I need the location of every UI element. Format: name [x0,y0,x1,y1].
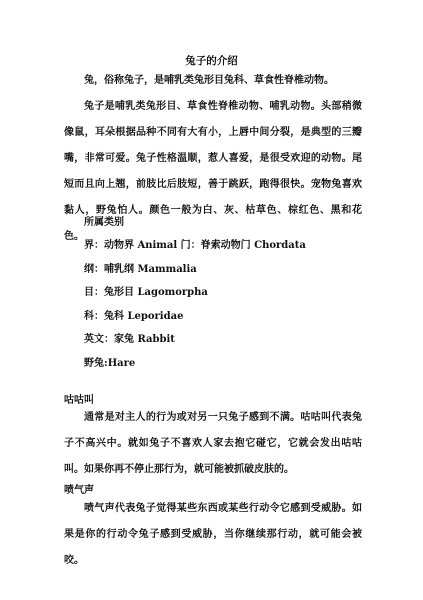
classification-line: 英文：家兔 Rabbit [84,334,175,345]
description-paragraph: 兔子是哺乳类兔形目、草食性脊椎动物、哺乳动物。头部稍微像鼠，耳朵根据品种不同有大有小，上唇中间分裂，是典型的三瓣嘴，非常可爱。兔子性格温顺，惹人喜爱，是很受欢迎的动物。尾短而且向上翘，前肢比后肢短，善于跳跃，跑得很快。宠物兔喜欢黏人，野兔怕人。颜色一般为白、灰、枯草色、棕红色、黑和花色。 [64,101,362,242]
classification-line: 野兔:Hare [84,358,136,369]
classification-line: 界：动物界 Animal 门：脊索动物门 Chordata [84,240,306,251]
section-heading: 喷气声 [64,485,94,496]
document-title: 兔子的介绍 [185,55,238,67]
classification-heading: 所属类别 [84,217,124,228]
section-body: 喷气声代表兔子觉得某些东西或某些行动令它感到受威胁。如果是你的行动令兔子感到受威胁，当你继续那行动，就可能会被咬。 [64,503,362,566]
intro-paragraph: 兔，俗称兔子，是哺乳类兔形目兔科、草食性脊椎动物。 [84,75,334,86]
section-body: 通常是对主人的行为或对另一只兔子感到不满。咕咕叫代表兔子不高兴中。就如兔子不喜欢人家去抱它碰它，它就会发出咕咕叫。如果你再不停止那行为，就可能被抓破皮肤的。 [64,412,362,475]
classification-line: 科：兔科 Leporidae [84,311,184,322]
section-heading: 咕咕叫 [64,395,94,406]
classification-line: 目：兔形目 Lagomorpha [84,287,208,298]
classification-line: 纲：哺乳纲 Mammalia [84,264,197,275]
